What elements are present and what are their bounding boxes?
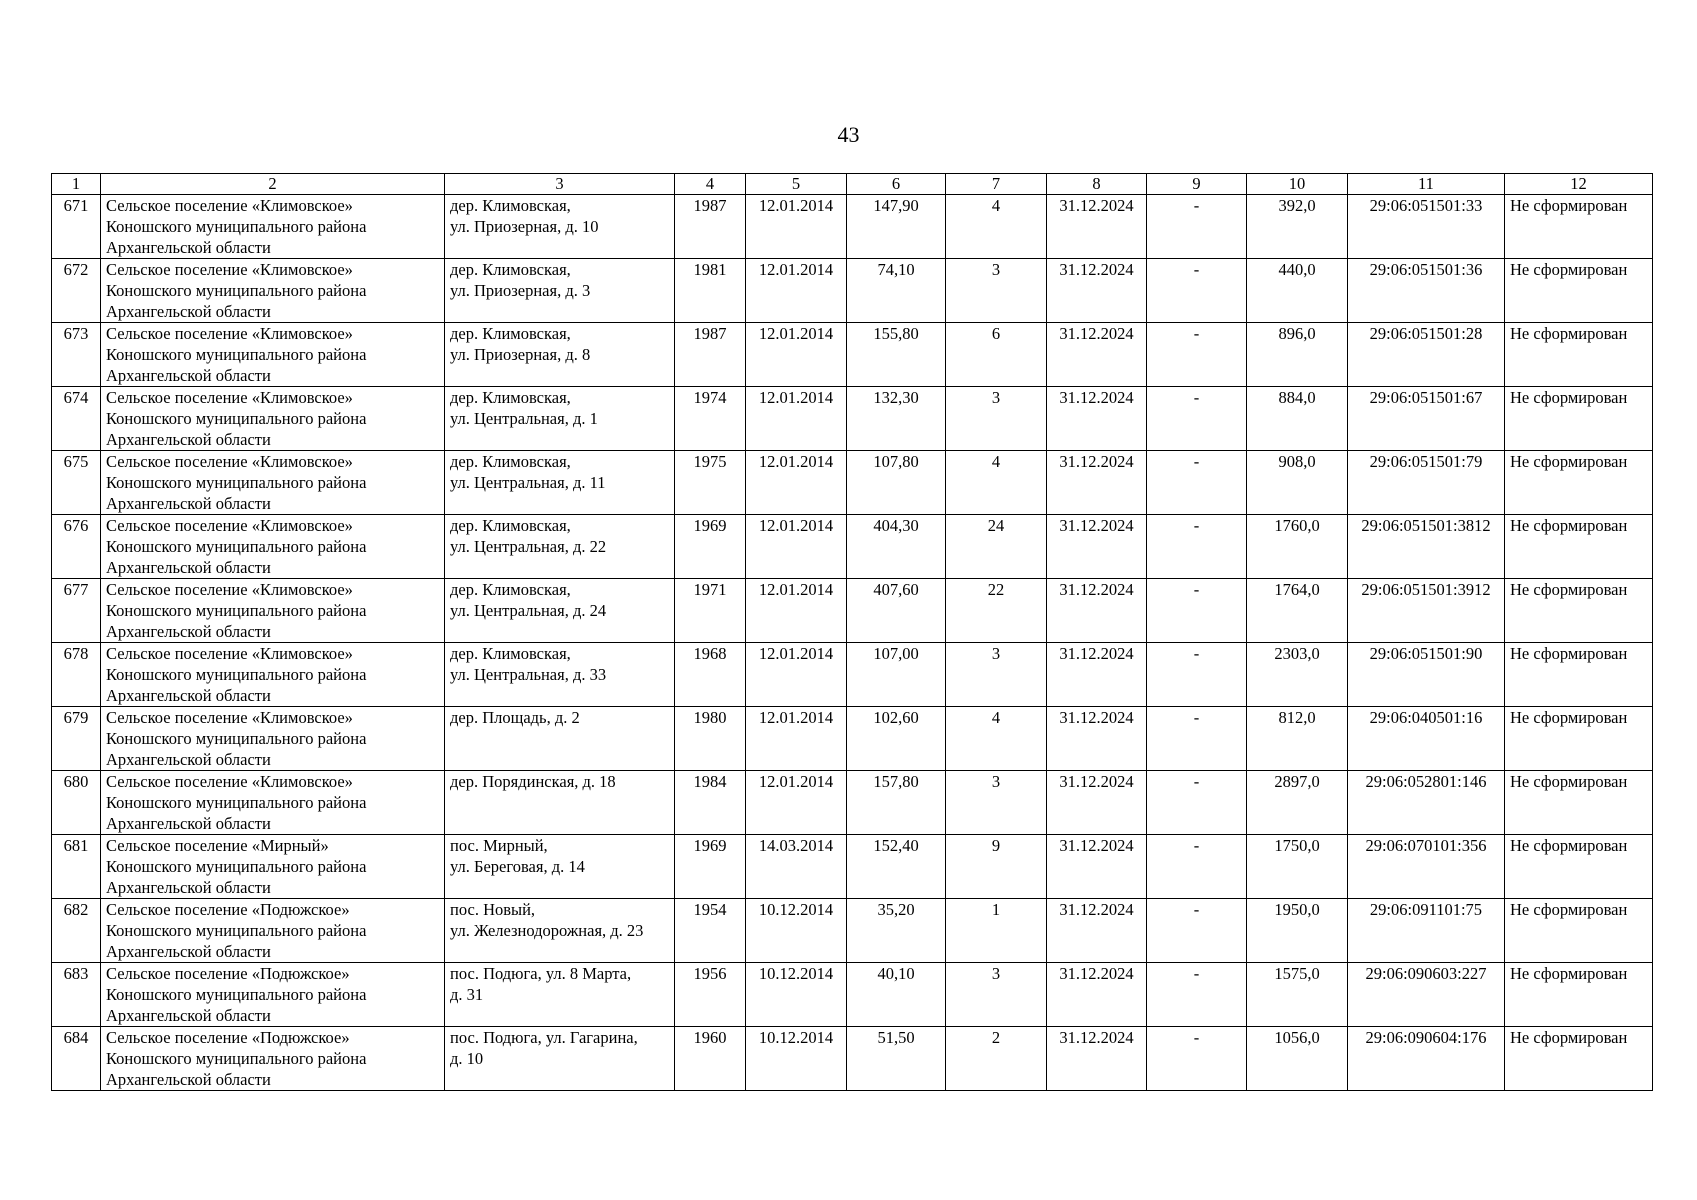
table-row	[52, 771, 1653, 835]
term-date-cell: 31.12.2024	[1047, 1027, 1147, 1091]
date-cell: 12.01.2014	[746, 707, 847, 771]
term-date-cell: 31.12.2024	[1047, 643, 1147, 707]
count-cell: 4	[946, 707, 1047, 771]
land-area-cell: 884,0	[1247, 387, 1348, 451]
status-cell: Не сформирован	[1505, 835, 1653, 899]
row-number-cell: 684	[52, 1027, 101, 1091]
column-number-row	[52, 174, 1653, 195]
address-cell: пос. Подюга, ул. 8 Марта, д. 31	[445, 963, 675, 1027]
year-cell: 1980	[675, 707, 746, 771]
row-number-cell: 680	[52, 771, 101, 835]
table-row	[52, 963, 1653, 1027]
column-number: 8	[1047, 174, 1147, 195]
address-cell: дер. Климовская, ул. Центральная, д. 22	[445, 515, 675, 579]
table-row	[52, 899, 1653, 963]
column-number: 2	[101, 174, 445, 195]
term-date-cell: 31.12.2024	[1047, 451, 1147, 515]
owner-cell: Сельское поселение «Климовское» Коношского муниципального района Архангельской области	[101, 259, 445, 323]
year-cell: 1971	[675, 579, 746, 643]
column-9-cell: -	[1147, 515, 1247, 579]
status-cell: Не сформирован	[1505, 387, 1653, 451]
column-9-cell: -	[1147, 451, 1247, 515]
date-cell: 12.01.2014	[746, 195, 847, 259]
status-cell: Не сформирован	[1505, 451, 1653, 515]
status-cell: Не сформирован	[1505, 963, 1653, 1027]
table-row	[52, 387, 1653, 451]
column-number: 7	[946, 174, 1047, 195]
land-area-cell: 1764,0	[1247, 579, 1348, 643]
count-cell: 3	[946, 963, 1047, 1027]
count-cell: 9	[946, 835, 1047, 899]
count-cell: 4	[946, 195, 1047, 259]
column-number: 10	[1247, 174, 1348, 195]
status-cell: Не сформирован	[1505, 707, 1653, 771]
row-number-cell: 681	[52, 835, 101, 899]
column-9-cell: -	[1147, 643, 1247, 707]
row-number-cell: 683	[52, 963, 101, 1027]
status-cell: Не сформирован	[1505, 899, 1653, 963]
table-row	[52, 643, 1653, 707]
row-number-cell: 677	[52, 579, 101, 643]
owner-cell: Сельское поселение «Подюжское» Коношского муниципального района Архангельской области	[101, 1027, 445, 1091]
housing-registry-table	[51, 173, 1653, 1091]
land-area-cell: 1750,0	[1247, 835, 1348, 899]
date-cell: 12.01.2014	[746, 771, 847, 835]
area-cell: 407,60	[847, 579, 946, 643]
land-area-cell: 440,0	[1247, 259, 1348, 323]
column-9-cell: -	[1147, 579, 1247, 643]
land-area-cell: 1056,0	[1247, 1027, 1348, 1091]
status-cell: Не сформирован	[1505, 323, 1653, 387]
term-date-cell: 31.12.2024	[1047, 259, 1147, 323]
area-cell: 404,30	[847, 515, 946, 579]
year-cell: 1984	[675, 771, 746, 835]
date-cell: 12.01.2014	[746, 579, 847, 643]
date-cell: 12.01.2014	[746, 451, 847, 515]
column-9-cell: -	[1147, 707, 1247, 771]
term-date-cell: 31.12.2024	[1047, 387, 1147, 451]
land-area-cell: 2897,0	[1247, 771, 1348, 835]
row-number-cell: 682	[52, 899, 101, 963]
cadastral-number-cell: 29:06:090603:227	[1348, 963, 1505, 1027]
count-cell: 3	[946, 643, 1047, 707]
row-number-cell: 672	[52, 259, 101, 323]
area-cell: 157,80	[847, 771, 946, 835]
status-cell: Не сформирован	[1505, 515, 1653, 579]
land-area-cell: 1760,0	[1247, 515, 1348, 579]
row-number-cell: 679	[52, 707, 101, 771]
owner-cell: Сельское поселение «Климовское» Коношского муниципального района Архангельской области	[101, 195, 445, 259]
table-row	[52, 1027, 1653, 1091]
table-row	[52, 707, 1653, 771]
table-row	[52, 323, 1653, 387]
count-cell: 6	[946, 323, 1047, 387]
cadastral-number-cell: 29:06:091101:75	[1348, 899, 1505, 963]
date-cell: 10.12.2014	[746, 1027, 847, 1091]
status-cell: Не сформирован	[1505, 259, 1653, 323]
column-9-cell: -	[1147, 259, 1247, 323]
area-cell: 40,10	[847, 963, 946, 1027]
cadastral-number-cell: 29:06:040501:16	[1348, 707, 1505, 771]
status-cell: Не сформирован	[1505, 579, 1653, 643]
cadastral-number-cell: 29:06:052801:146	[1348, 771, 1505, 835]
column-9-cell: -	[1147, 195, 1247, 259]
count-cell: 24	[946, 515, 1047, 579]
address-cell: дер. Климовская, ул. Центральная, д. 24	[445, 579, 675, 643]
date-cell: 14.03.2014	[746, 835, 847, 899]
table-row	[52, 259, 1653, 323]
year-cell: 1969	[675, 515, 746, 579]
column-9-cell: -	[1147, 771, 1247, 835]
term-date-cell: 31.12.2024	[1047, 963, 1147, 1027]
count-cell: 2	[946, 1027, 1047, 1091]
area-cell: 51,50	[847, 1027, 946, 1091]
page-number: 43	[837, 122, 860, 147]
year-cell: 1956	[675, 963, 746, 1027]
column-number: 6	[847, 174, 946, 195]
cadastral-number-cell: 29:06:051501:28	[1348, 323, 1505, 387]
owner-cell: Сельское поселение «Климовское» Коношского муниципального района Архангельской области	[101, 451, 445, 515]
column-9-cell: -	[1147, 835, 1247, 899]
address-cell: пос. Новый, ул. Железнодорожная, д. 23	[445, 899, 675, 963]
cadastral-number-cell: 29:06:051501:90	[1348, 643, 1505, 707]
column-number: 11	[1348, 174, 1505, 195]
address-cell: дер. Площадь, д. 2	[445, 707, 675, 771]
owner-cell: Сельское поселение «Климовское» Коношского муниципального района Архангельской области	[101, 387, 445, 451]
year-cell: 1981	[675, 259, 746, 323]
term-date-cell: 31.12.2024	[1047, 579, 1147, 643]
land-area-cell: 1950,0	[1247, 899, 1348, 963]
term-date-cell: 31.12.2024	[1047, 771, 1147, 835]
column-number: 5	[746, 174, 847, 195]
address-cell: дер. Климовская, ул. Центральная, д. 1	[445, 387, 675, 451]
cadastral-number-cell: 29:06:051501:36	[1348, 259, 1505, 323]
row-number-cell: 673	[52, 323, 101, 387]
date-cell: 12.01.2014	[746, 259, 847, 323]
address-cell: дер. Климовская, ул. Центральная, д. 11	[445, 451, 675, 515]
column-number: 3	[445, 174, 675, 195]
column-9-cell: -	[1147, 899, 1247, 963]
owner-cell: Сельское поселение «Климовское» Коношского муниципального района Архангельской области	[101, 579, 445, 643]
address-cell: дер. Климовская, ул. Приозерная, д. 3	[445, 259, 675, 323]
land-area-cell: 812,0	[1247, 707, 1348, 771]
land-area-cell: 896,0	[1247, 323, 1348, 387]
column-9-cell: -	[1147, 323, 1247, 387]
year-cell: 1974	[675, 387, 746, 451]
term-date-cell: 31.12.2024	[1047, 515, 1147, 579]
area-cell: 107,00	[847, 643, 946, 707]
area-cell: 147,90	[847, 195, 946, 259]
row-number-cell: 678	[52, 643, 101, 707]
status-cell: Не сформирован	[1505, 771, 1653, 835]
term-date-cell: 31.12.2024	[1047, 323, 1147, 387]
row-number-cell: 671	[52, 195, 101, 259]
area-cell: 155,80	[847, 323, 946, 387]
date-cell: 12.01.2014	[746, 643, 847, 707]
address-cell: дер. Порядинская, д. 18	[445, 771, 675, 835]
table-row	[52, 515, 1653, 579]
date-cell: 12.01.2014	[746, 323, 847, 387]
address-cell: пос. Подюга, ул. Гагарина, д. 10	[445, 1027, 675, 1091]
row-number-cell: 676	[52, 515, 101, 579]
status-cell: Не сформирован	[1505, 1027, 1653, 1091]
year-cell: 1975	[675, 451, 746, 515]
column-number: 12	[1505, 174, 1653, 195]
cadastral-number-cell: 29:06:051501:33	[1348, 195, 1505, 259]
year-cell: 1968	[675, 643, 746, 707]
row-number-cell: 675	[52, 451, 101, 515]
area-cell: 107,80	[847, 451, 946, 515]
year-cell: 1954	[675, 899, 746, 963]
land-area-cell: 1575,0	[1247, 963, 1348, 1027]
row-number-cell: 674	[52, 387, 101, 451]
address-cell: дер. Климовская, ул. Приозерная, д. 10	[445, 195, 675, 259]
owner-cell: Сельское поселение «Климовское» Коношского муниципального района Архангельской области	[101, 643, 445, 707]
area-cell: 152,40	[847, 835, 946, 899]
cadastral-number-cell: 29:06:051501:67	[1348, 387, 1505, 451]
area-cell: 74,10	[847, 259, 946, 323]
term-date-cell: 31.12.2024	[1047, 899, 1147, 963]
column-9-cell: -	[1147, 387, 1247, 451]
area-cell: 132,30	[847, 387, 946, 451]
cadastral-number-cell: 29:06:051501:3812	[1348, 515, 1505, 579]
owner-cell: Сельское поселение «Климовское» Коношского муниципального района Архангельской области	[101, 323, 445, 387]
owner-cell: Сельское поселение «Климовское» Коношского муниципального района Архангельской области	[101, 707, 445, 771]
count-cell: 22	[946, 579, 1047, 643]
table-row	[52, 835, 1653, 899]
address-cell: дер. Климовская, ул. Приозерная, д. 8	[445, 323, 675, 387]
owner-cell: Сельское поселение «Мирный» Коношского муниципального района Архангельской области	[101, 835, 445, 899]
owner-cell: Сельское поселение «Климовское» Коношского муниципального района Архангельской области	[101, 771, 445, 835]
date-cell: 12.01.2014	[746, 515, 847, 579]
cadastral-number-cell: 29:06:090604:176	[1348, 1027, 1505, 1091]
cadastral-number-cell: 29:06:051501:3912	[1348, 579, 1505, 643]
year-cell: 1987	[675, 195, 746, 259]
count-cell: 3	[946, 771, 1047, 835]
column-number: 1	[52, 174, 101, 195]
cadastral-number-cell: 29:06:070101:356	[1348, 835, 1505, 899]
date-cell: 12.01.2014	[746, 387, 847, 451]
year-cell: 1969	[675, 835, 746, 899]
column-9-cell: -	[1147, 963, 1247, 1027]
term-date-cell: 31.12.2024	[1047, 707, 1147, 771]
term-date-cell: 31.12.2024	[1047, 835, 1147, 899]
land-area-cell: 2303,0	[1247, 643, 1348, 707]
address-cell: пос. Мирный, ул. Береговая, д. 14	[445, 835, 675, 899]
owner-cell: Сельское поселение «Подюжское» Коношского муниципального района Архангельской области	[101, 899, 445, 963]
table-body	[52, 174, 1653, 1091]
table-row	[52, 195, 1653, 259]
term-date-cell: 31.12.2024	[1047, 195, 1147, 259]
column-9-cell: -	[1147, 1027, 1247, 1091]
column-number: 4	[675, 174, 746, 195]
count-cell: 3	[946, 387, 1047, 451]
table-row	[52, 451, 1653, 515]
status-cell: Не сформирован	[1505, 195, 1653, 259]
land-area-cell: 908,0	[1247, 451, 1348, 515]
table-row	[52, 579, 1653, 643]
owner-cell: Сельское поселение «Климовское» Коношского муниципального района Архангельской области	[101, 515, 445, 579]
area-cell: 102,60	[847, 707, 946, 771]
cadastral-number-cell: 29:06:051501:79	[1348, 451, 1505, 515]
address-cell: дер. Климовская, ул. Центральная, д. 33	[445, 643, 675, 707]
count-cell: 3	[946, 259, 1047, 323]
year-cell: 1960	[675, 1027, 746, 1091]
year-cell: 1987	[675, 323, 746, 387]
count-cell: 4	[946, 451, 1047, 515]
column-number: 9	[1147, 174, 1247, 195]
land-area-cell: 392,0	[1247, 195, 1348, 259]
owner-cell: Сельское поселение «Подюжское» Коношского муниципального района Архангельской области	[101, 963, 445, 1027]
count-cell: 1	[946, 899, 1047, 963]
date-cell: 10.12.2014	[746, 899, 847, 963]
date-cell: 10.12.2014	[746, 963, 847, 1027]
status-cell: Не сформирован	[1505, 643, 1653, 707]
area-cell: 35,20	[847, 899, 946, 963]
